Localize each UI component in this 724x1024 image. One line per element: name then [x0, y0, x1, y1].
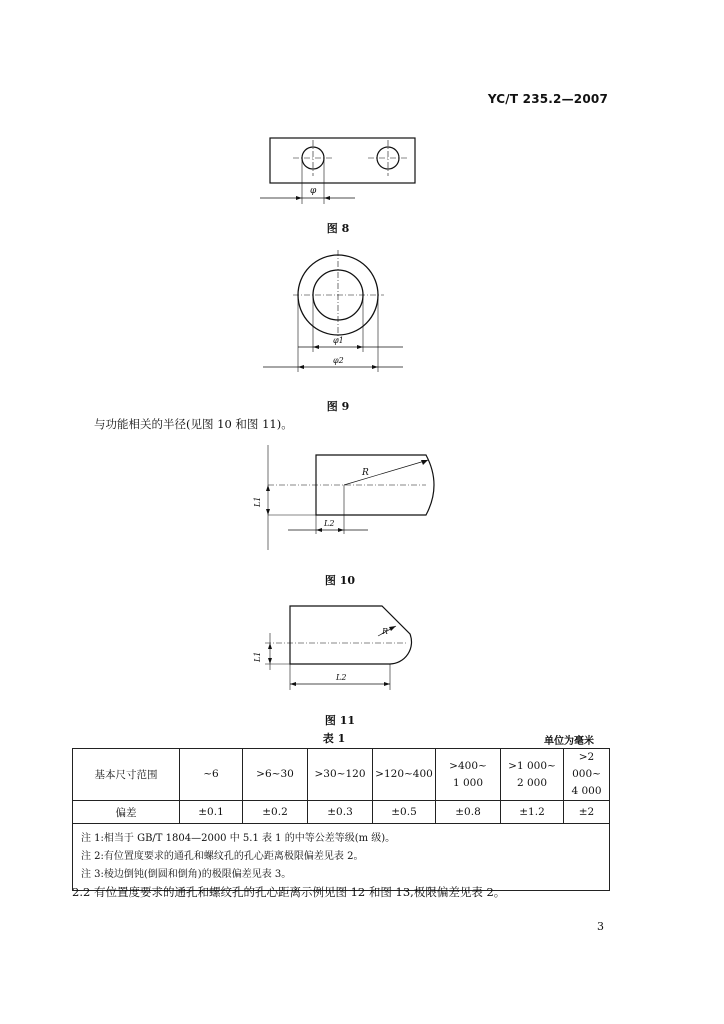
table-note: 注 3:棱边倒钝(倒圆和倒角)的极限偏差见表 3。 — [81, 869, 292, 880]
table-1-title: 表 1 — [322, 732, 346, 745]
range-cell: >30~120 — [308, 749, 373, 801]
tolerance-table — [72, 748, 610, 891]
figure-11-caption: 图 11 — [324, 714, 356, 727]
table-row-notes — [73, 824, 610, 891]
fig11-dim-L1: L1 — [253, 651, 262, 662]
figure-10-drawing — [248, 440, 448, 555]
fig8-plate — [270, 138, 415, 183]
deviation-cell: ±0.3 — [308, 801, 373, 824]
deviation-cell: ±2 — [564, 801, 610, 824]
table-notes — [73, 824, 610, 891]
standard-number: YC/T 235.2—2007 — [487, 92, 608, 106]
figure-9-caption: 图 9 — [326, 400, 350, 413]
table-row-ranges — [73, 749, 610, 801]
fig9-dim-phi2: φ2 — [333, 356, 344, 365]
fig11-part-outline — [290, 606, 412, 664]
range-cell: >400~ 1 000 — [436, 749, 501, 801]
fig9-dim-phi1: φ1 — [333, 336, 344, 345]
range-cell: >2 000~ 4 000 — [564, 749, 610, 801]
table-row-deviations — [73, 801, 610, 824]
radius-intro-text: 与功能相关的半径(见图 10 和图 11)。 — [94, 417, 293, 431]
figure-9-drawing — [258, 240, 418, 380]
fig11-dim-R: R — [382, 627, 389, 636]
fig8-dim-phi: φ — [310, 186, 317, 196]
figure-11-drawing — [250, 598, 430, 693]
page-number: 3 — [597, 920, 604, 933]
deviation-cell: ±1.2 — [501, 801, 564, 824]
table-1-unit: 单位为毫米 — [544, 736, 594, 747]
deviation-cell: ±0.8 — [436, 801, 501, 824]
figure-10-caption: 图 10 — [324, 574, 356, 587]
deviation-cell: ±0.5 — [373, 801, 436, 824]
fig10-dim-L2: L2 — [324, 519, 335, 528]
figure-8-drawing — [255, 130, 425, 210]
section-2-2-text: 2.2 有位置度要求的通孔和螺纹孔的孔心距离示例见图 12 和图 13,极限偏差见表 2。 — [72, 885, 506, 899]
figure-8-caption: 图 8 — [326, 222, 350, 235]
table-note: 注 1:相当于 GB/T 1804—2000 中 5.1 表 1 的中等公差等级(m 级)。 — [81, 833, 396, 844]
range-cell: >6~30 — [243, 749, 308, 801]
table-note: 注 2:有位置度要求的通孔和螺纹孔的孔心距离极限偏差见表 2。 — [81, 851, 364, 862]
table-header-range: 基本尺寸范围 — [73, 749, 180, 801]
fig10-dim-R: R — [362, 468, 369, 478]
range-cell: >1 000~ 2 000 — [501, 749, 564, 801]
deviation-cell: ±0.1 — [180, 801, 243, 824]
range-cell: ~6 — [180, 749, 243, 801]
fig11-dim-L2: L2 — [336, 673, 347, 682]
fig10-dim-L1: L1 — [253, 496, 262, 507]
table-header-deviation: 偏差 — [73, 801, 180, 824]
range-cell: >120~400 — [373, 749, 436, 801]
deviation-cell: ±0.2 — [243, 801, 308, 824]
